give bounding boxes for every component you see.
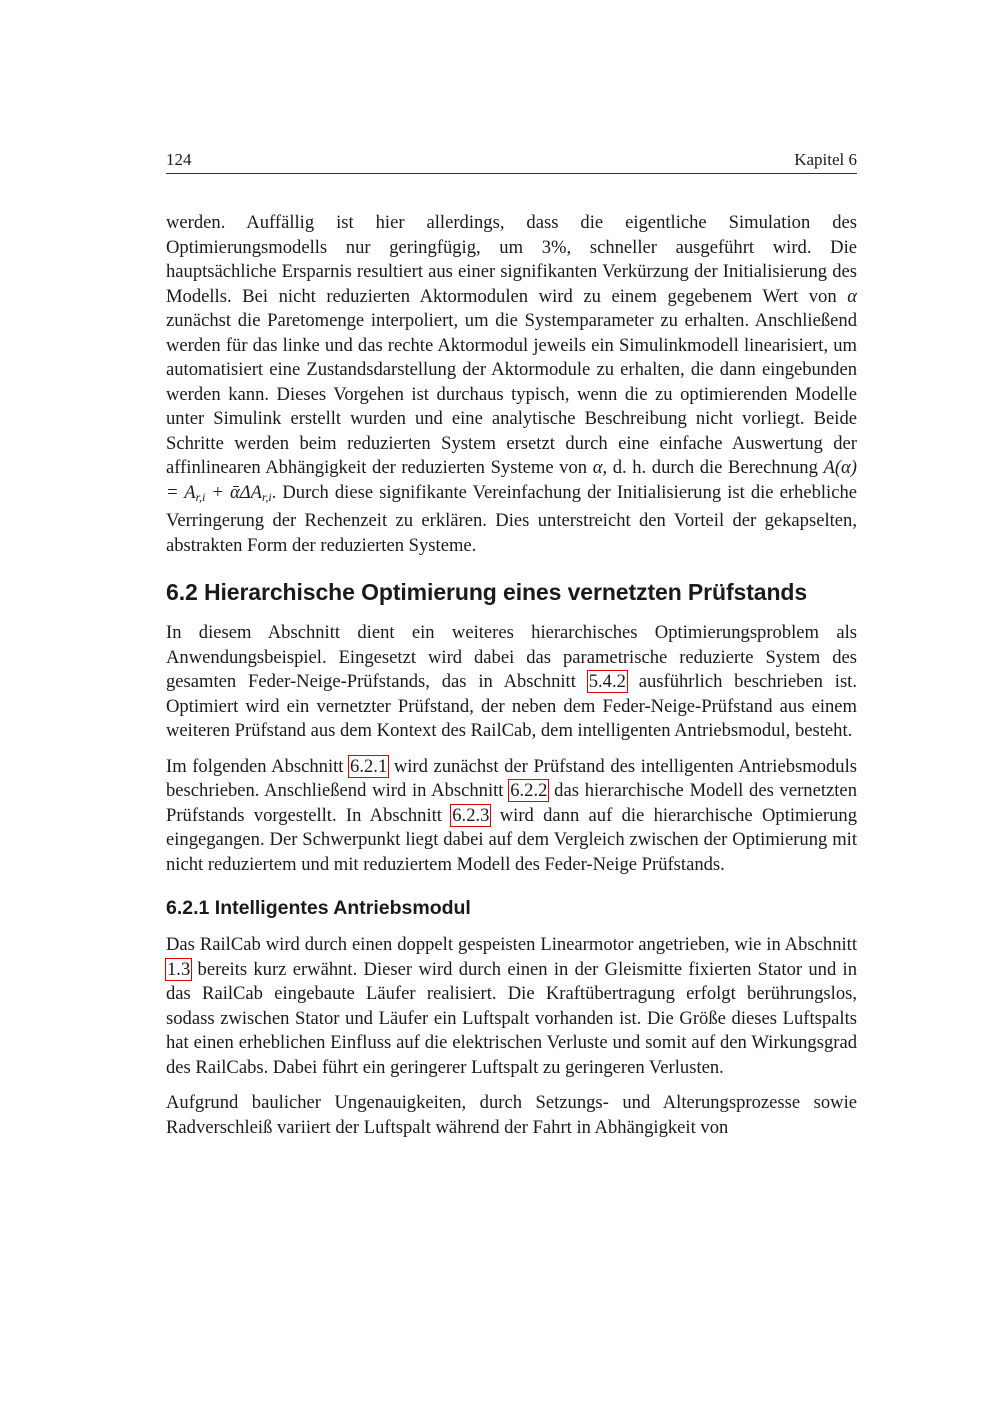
cross-reference-link[interactable]: 1.3 (167, 958, 191, 980)
page (166, 150, 857, 1140)
alpha-symbol: α (592, 457, 603, 478)
intro-paragraph: werden. Auffällig ist hier allerdings, dass die eigentliche Simulation des Optimierungsmodells nur geringfügig, um 3%, schneller ausgeführt wird. Die hauptsächliche Ersparnis resultiert aus einer signifikanten Verkürzung der Initialisierung des Modells. Bei nicht reduzierten Aktormodulen wird zu einem gegebenem Wert von α zunächst die Paretomenge interpoliert, um die Systemparameter zu erhalten. Anschließend werden für das linke und das rechte Aktormodul jeweils ein Simulinkmodell linearisiert, um automatisiert eine Zustandsdarstellung der Aktormodule zu erhalten, die dann eingebunden werden kann. Dieses Vorgehen ist durchaus typisch, wenn die zu optimierenden Modelle unter Simulink erstellt wurden und eine analytische Beschreibung nicht vorliegt. Beide Schritte werden beim reduzierten System ersetzt durch eine einfache Auswertung der affinlinearen Abhängigkeit der reduzierten Systeme von α, d. h. durch die Berechnung $A(\alpha) = A_{r,i}$ + ᾱΔA$_{r,i}$. Durch diese signifikante Vereinfachung der Initialisierung ist die erhebliche Verringerung der Rechenzeit zu erklären. Dies unterstreicht den Vorteil der gekapselten, abstrakten Form der reduzierten Systeme. (166, 212, 858, 556)
subsection-heading: 6.2.1 Intelligentes Antriebsmodul (166, 897, 471, 919)
page-number: 124 (166, 150, 192, 169)
cross-reference-link[interactable]: 6.2.3 (452, 804, 490, 826)
alpha-symbol: α (847, 285, 857, 307)
cross-reference-link[interactable]: 5.4.2 (588, 671, 626, 692)
section-paragraph: In diesem Abschnitt dient ein weiteres hierarchisches Optimierungsproblem als Anwendungsbeispiel. Eingesetzt wird dabei das parametrische reduzierte System des gesamten Feder-Neige-Prüfstands, das in Abschnitt 5.4.2 ausführlich beschrieben ist. Optimiert wird ein vernetzter Prüfstand, der neben dem Feder-Neige-Prüfstand aus einem weiteren Prüfstand aus dem Kontext des RailCab, dem intelligenten Antriebsmodul, besteht. (166, 622, 857, 741)
section-paragraph: Im folgenden Abschnitt 6.2.1 wird zunächst der Prüfstand des intelligenten Antriebsmoduls beschrieben. Anschließend wird in Abschnitt 6.2.2 das hierarchische Modell des vernetzten Prüfstands vorgestellt. In Abschnitt 6.2.3 wird dann auf die hierarchische Optimierung eingegangen. Der Schwerpunkt liegt dabei auf dem Vergleich zwischen der Optimierung mit nicht reduziertem und mit reduziertem Modell des Feder-Neige Prüfstands. (166, 755, 858, 875)
inline-formula: $A(\alpha) = A_{r,i}$ + ᾱΔA$_{r,i}$ (166, 457, 857, 504)
running-header (166, 150, 857, 174)
subsection-paragraph: Aufgrund baulicher Ungenauigkeiten, durch Setzungs- und Alterungsprozesse sowie Radverschleiß variiert der Luftspalt während der Fahrt in Abhängigkeit von (166, 1092, 857, 1138)
cross-reference-link[interactable]: 6.2.2 (510, 780, 548, 801)
subsection-paragraph: Das RailCab wird durch einen doppelt gespeisten Linearmotor angetrieben, wie in Abschnitt 1.3 bereits kurz erwähnt. Dieser wird durch einen in der Gleismitte fixierten Stator und in das RailCab eingebaute Läufer realisiert. Die Kraftübertragung erfolgt berührungslos, sodass zwischen Stator und Läufer ein Luftspalt vorhanden ist. Die Größe dieses Luftspalts hat einen erheblichen Einfluss auf die elektrischen Verluste und somit auf den Wirkungsgrad des RailCabs. Dabei führt ein geringerer Luftspalt zu geringeren Verlusten. (166, 934, 857, 1078)
chapter-label: Kapitel 6 (794, 150, 857, 169)
section-heading: 6.2 Hierarchische Optimierung eines vernetzten Prüfstands (166, 579, 808, 605)
cross-reference-link[interactable]: 6.2.1 (350, 755, 388, 777)
body-content (166, 211, 857, 1140)
